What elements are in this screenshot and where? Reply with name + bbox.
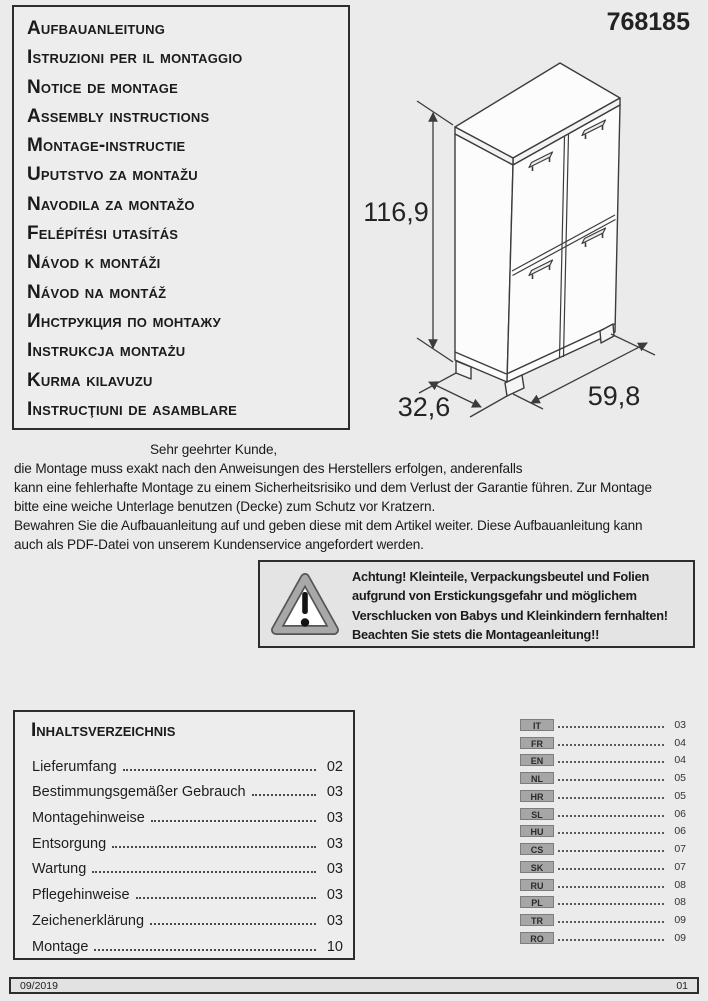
intro-text-line: kann eine fehlerhafte Montage zu einem Sicherheitsrisiko und dem Verlust der Garantie führen. Zur Montage (14, 480, 652, 495)
language-title: Návod k montáži (27, 252, 161, 274)
toc-page-number: 03 (326, 835, 343, 852)
intro-text-line: auch als PDF-Datei von unserem Kundenservice angefordert werden. (14, 537, 424, 552)
dotted-leader (151, 820, 316, 822)
language-title: Montage-instructie (27, 135, 186, 157)
toc-page-number: 03 (326, 784, 343, 801)
dotted-leader (150, 923, 316, 925)
toc-row (32, 828, 343, 854)
toc-row (32, 931, 343, 957)
language-title: Kurma kilavuzu (27, 369, 153, 391)
dotted-leader (558, 886, 664, 888)
assembly-diagram (360, 55, 708, 430)
language-page-number: 05 (674, 772, 686, 784)
dotted-leader (558, 903, 664, 905)
dotted-leader (136, 897, 316, 899)
toc-box (13, 710, 355, 960)
language-title: Notice de montage (27, 76, 178, 98)
toc-page-number: 03 (326, 861, 343, 878)
language-code-badge: SK (520, 861, 554, 873)
language-page-number: 09 (674, 931, 686, 944)
toc-page-number: 10 (326, 938, 343, 955)
language-code-badge: HR (520, 790, 554, 802)
warning-text-line: Beachten Sie stets die Montageanleitung!! (352, 626, 600, 642)
language-page-number: 03 (674, 718, 686, 731)
dotted-leader (92, 871, 316, 873)
language-page-number: 09 (674, 914, 686, 926)
dotted-leader (558, 779, 664, 781)
intro-text-line: die Montage muss exakt nach den Anweisungen des Herstellers erfolgen, anderenfalls (14, 461, 523, 476)
warning-text-line: Achtung! Kleinteile, Verpackungsbeutel und Folien (352, 569, 650, 584)
language-page-number: 04 (674, 736, 686, 749)
language-code-badge: RU (520, 879, 554, 891)
language-page-row (520, 909, 686, 927)
dotted-leader (112, 846, 316, 848)
language-page-number: 08 (674, 878, 686, 891)
language-code-badge: IT (520, 719, 554, 731)
language-code-badge: SL (520, 808, 554, 820)
warning-text-line: Verschlucken von Babys und Kleinkindern fernhalten! (352, 607, 668, 623)
depth-dimension: 32,6 (397, 392, 451, 422)
language-page-row (520, 838, 686, 856)
language-page-number: 04 (674, 754, 686, 767)
dotted-leader (558, 921, 664, 923)
language-title: Navodila za montažo (27, 193, 195, 215)
language-page-row (520, 856, 686, 874)
language-page-row (520, 927, 686, 945)
toc-entry-label: Wartung (32, 861, 87, 878)
language-page-row (520, 892, 686, 910)
language-title: Instrukcja montażu (27, 340, 186, 362)
toc-page-number: 03 (326, 912, 343, 929)
dotted-leader (558, 744, 664, 746)
page-number: 01 (676, 979, 688, 992)
toc-entry-label: Bestimmungsgemäßer Gebrauch (32, 784, 246, 801)
toc-page-number: 03 (326, 887, 343, 904)
toc-row (32, 905, 343, 931)
language-page-number: 07 (674, 860, 686, 873)
cabinet-drawing (455, 63, 620, 396)
warning-box (258, 560, 695, 648)
dotted-leader (558, 868, 664, 870)
toc-page-number: 03 (326, 810, 343, 827)
language-title: Инструкция по монтажу (27, 310, 221, 332)
language-title: Assembly instructions (27, 105, 210, 127)
toc-page-number: 02 (326, 758, 343, 775)
language-code-badge: CS (520, 843, 554, 855)
language-title-list (14, 7, 348, 424)
language-title: Uputstvo za montažu (27, 164, 198, 186)
language-page-row (520, 874, 686, 892)
language-code-badge: HU (520, 825, 554, 837)
intro-text-line: Bewahren Sie die Aufbauanleitung auf und geben diese mit dem Artikel weiter. Diese Aufbauanleitung kann (14, 518, 643, 533)
language-page-number: 08 (674, 896, 686, 909)
language-page-index (520, 714, 686, 945)
language-title: Felépítési utasítás (27, 223, 179, 245)
revision-date: 09/2019 (20, 979, 58, 992)
language-page-row (520, 821, 686, 839)
dotted-leader (558, 832, 664, 834)
language-title: Aufbauanleitung (27, 18, 166, 39)
language-title: Istruzioni per il montaggio (27, 47, 243, 69)
toc-row (32, 777, 343, 803)
width-dimension: 59,8 (587, 381, 641, 411)
warning-text (352, 567, 668, 644)
dotted-leader (558, 797, 664, 799)
toc-row (32, 751, 343, 777)
language-page-number: 05 (674, 789, 686, 802)
language-code-badge: PL (520, 896, 554, 908)
dotted-leader (558, 761, 664, 763)
language-title: Návod na montáž (27, 281, 167, 303)
language-code-badge: RO (520, 932, 554, 944)
language-code-badge: NL (520, 772, 554, 784)
toc-entry-label: Montagehinweise (32, 810, 145, 827)
dotted-leader (558, 815, 664, 817)
dotted-leader (94, 949, 316, 951)
intro-text-line: bitte eine weiche Unterlage benutzen (Decke) zum Schutz vor Kratzern. (14, 499, 436, 514)
warning-text-line: aufgrund von Erstickungsgefahr und möglichem (352, 588, 637, 604)
intro-paragraph (14, 440, 704, 554)
dotted-leader (123, 769, 316, 771)
dotted-leader (558, 939, 664, 941)
language-code-badge: FR (520, 737, 554, 749)
language-code-badge: TR (520, 914, 554, 926)
part-number: 768185 (606, 8, 690, 36)
language-page-number: 07 (674, 843, 686, 855)
language-page-row (520, 732, 686, 750)
toc-entry-label: Entsorgung (32, 835, 107, 852)
language-code-badge: EN (520, 754, 554, 766)
intro-text-line: Sehr geehrter Kunde, (150, 442, 277, 457)
toc-row (32, 854, 343, 880)
toc-list (15, 751, 353, 957)
language-page-number: 06 (674, 807, 686, 820)
toc-entry-label: Lieferumfang (32, 758, 117, 775)
toc-row (32, 802, 343, 828)
language-page-row (520, 785, 686, 803)
toc-title: Inhaltsverzeichnis (31, 720, 176, 741)
dotted-leader (558, 850, 664, 852)
language-page-row (520, 714, 686, 732)
language-titles-box (12, 5, 350, 430)
warning-triangle-icon (268, 569, 342, 641)
toc-row (32, 879, 343, 905)
toc-entry-label: Zeichenerklärung (32, 912, 145, 929)
dotted-leader (252, 794, 316, 796)
height-dimension: 116,9 (363, 197, 429, 227)
dotted-leader (558, 726, 664, 728)
toc-entry-label: Pflegehinweise (32, 887, 130, 904)
footer-bar (9, 977, 699, 994)
toc-entry-label: Montage (32, 938, 89, 955)
language-page-row (520, 803, 686, 821)
language-page-row (520, 767, 686, 785)
language-page-number: 06 (674, 825, 686, 838)
language-page-row (520, 750, 686, 768)
language-title: Instrucţiuni de asamblare (27, 398, 238, 420)
